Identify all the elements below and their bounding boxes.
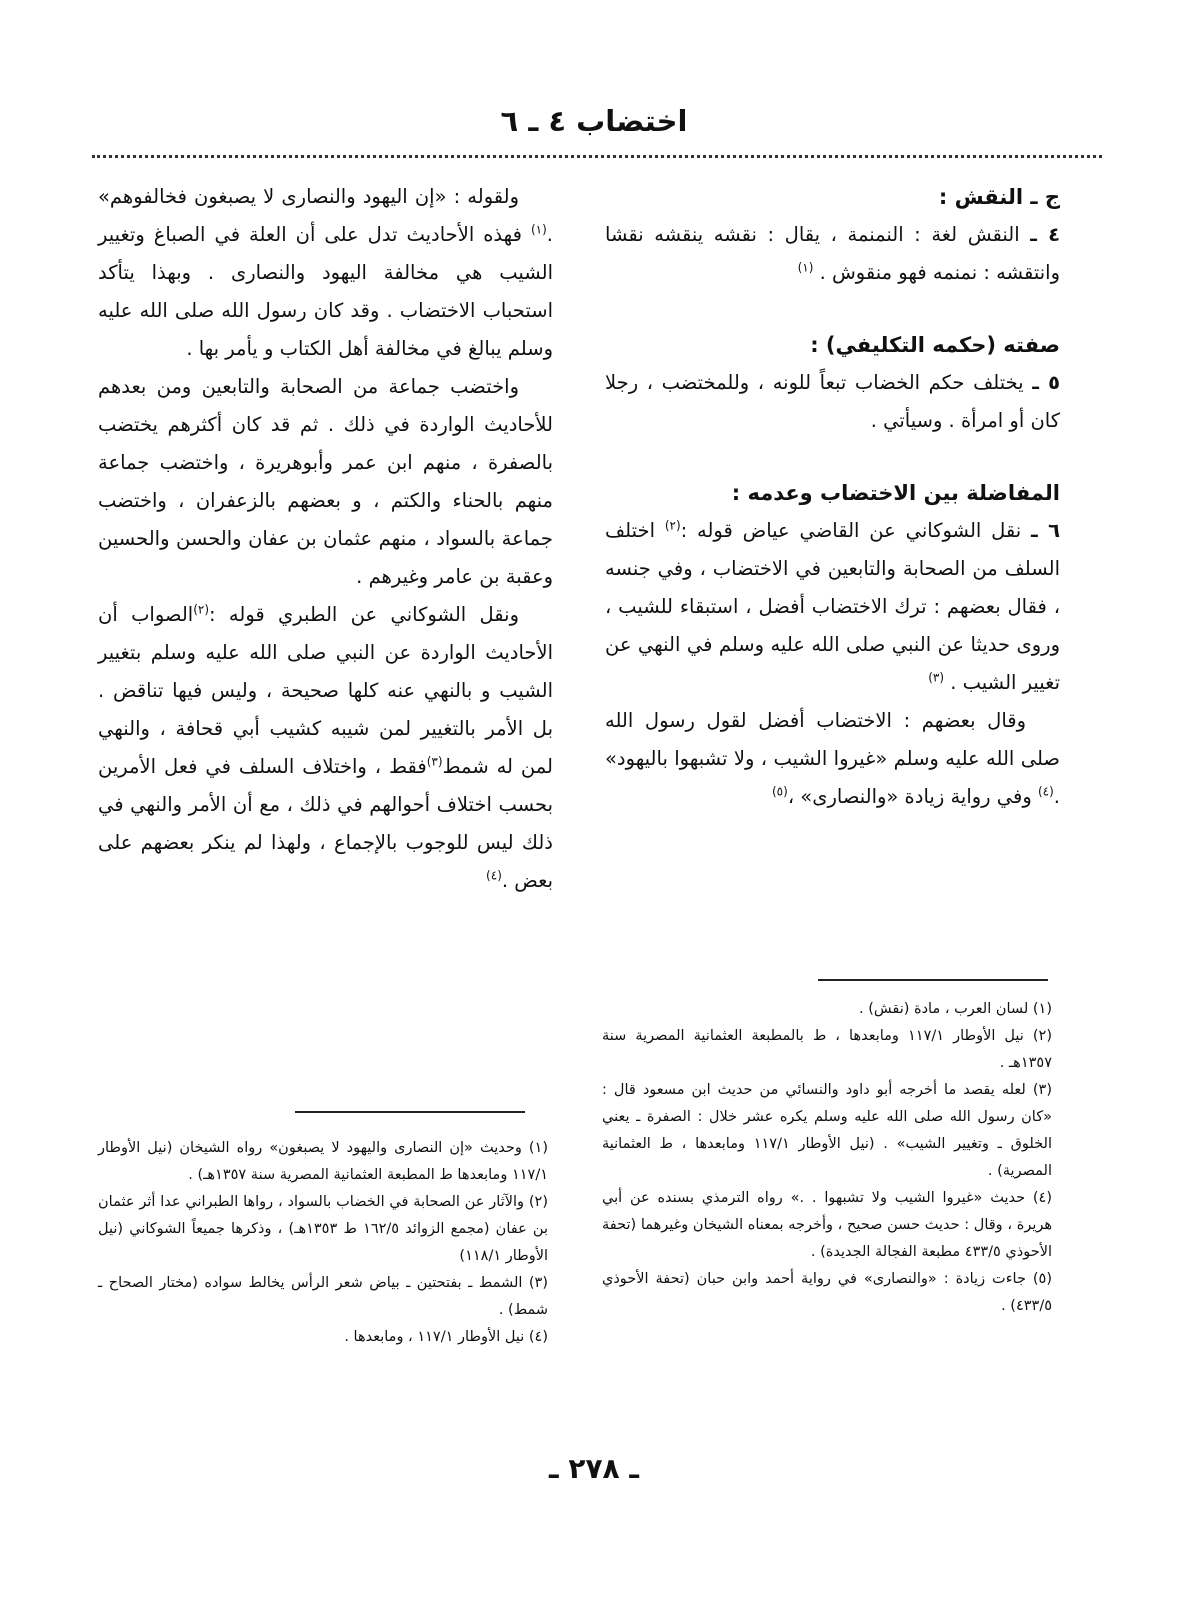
paragraph-left-2: واختضب جماعة من الصحابة والتابعين ومن بعدهم للأحاديث الواردة في ذلك . ثم قد كان أكثرهم يختضب بالصفرة ، منهم ابن عمر وأبوهريرة ، واختضب جماعة منهم بالحناء والكتم ، و بعضهم بالزعفران ، واختضب جماعة بالسواد ، منهم عثمان بن عفان والحسن والحسين وعقبة بن عامر وغيرهم . (98, 375, 553, 588)
footnote-ref: (٤) (1037, 784, 1054, 799)
footnote: (٣) لعله يقصد ما أخرجه أبو داود والنسائي من حديث ابن مسعود قال : «كان رسول الله صلى الله عليه وسلم يكره عشر خلال : الصفرة ـ يعني الخلوق ـ وتغيير الشيب» . (نيل الأوطار ١١٧/١ ومابعدها ، ط العثمانية المصرية) . (602, 1082, 1052, 1179)
footnote-ref: (٥) (771, 784, 788, 799)
footnote: (٥) جاءت زيادة : «والنصارى» في رواية أحمد وابن حبان (تحفة الأحوذي ٤٣٣/٥) . (602, 1271, 1052, 1314)
left-column (98, 178, 553, 900)
footnote: (١) لسان العرب ، مادة (نقش) . (859, 1001, 1052, 1017)
footnote-ref: (٤) (486, 868, 502, 883)
footnotes-right (602, 996, 1052, 1320)
footnote: (٢) نيل الأوطار ١١٧/١ ومابعدها ، ط بالمطبعة العثمانية المصرية سنة ١٣٥٧هـ . (602, 1028, 1052, 1071)
right-column (605, 178, 1060, 816)
paragraph-text: يختلف حكم الخضاب تبعاً للونه ، وللمختضب ، رجلا كان أو امرأة . وسيأتي . (605, 371, 1060, 432)
paragraph-text: وقال بعضهم : الاختضاب أفضل لقول رسول الله صلى الله عليه وسلم «غيروا الشيب ، ولا تشبهوا باليهود» . (605, 709, 1060, 808)
footnote-ref: (٣) (928, 670, 945, 685)
footnote: (٤) نيل الأوطار ١١٧/١ ، ومابعدها . (344, 1329, 548, 1345)
paragraph-6 (605, 512, 1060, 702)
paragraph-7 (605, 702, 1060, 816)
paragraph-left-3 (98, 596, 553, 900)
paragraph-text: وفي رواية زيادة «والنصارى» ، (787, 785, 1032, 808)
paragraph-text: ولقوله : «إن اليهود والنصارى لا يصبغون فخالفوهم» . (98, 185, 553, 246)
paragraph-4 (605, 216, 1060, 292)
page-number: ـ ٢٧٨ ـ (549, 1452, 639, 1485)
page-title: اختضاب ٤ ـ ٦ (500, 104, 688, 138)
paragraph-text: فهذه الأحاديث تدل على أن العلة في الصباغ وتغيير الشيب هي مخالفة اليهود والنصارى . وبهذا يتأكد استحباب الاختضاب . وقد كان رسول الله صلى الله عليه وسلم يبالغ في مخالفة أهل الكتاب و يأمر بها . (98, 223, 553, 360)
paragraph-5 (605, 364, 1060, 440)
paragraph-number: ٥ ـ (1032, 371, 1060, 394)
footnote-ref: (٢) (193, 602, 210, 617)
paragraph-text: اختلف السلف من الصحابة والتابعين في الاختضاب ، وفي جنسه ، فقال بعضهم : ترك الاختضاب أفضل ، استبقاء للشيب ، وروى حديثا عن النبي صلى الله عليه وسلم في النهي عن تغيير الشيب . (605, 519, 1060, 694)
footnote-divider-left (295, 1111, 525, 1113)
footnote-ref: (١) (797, 260, 814, 275)
section-heading-naqsh: ج ـ النقش : (938, 185, 1060, 209)
footnote-divider-right (818, 979, 1048, 981)
paragraph-text: الصواب أن الأحاديث الواردة عن النبي صلى الله عليه وسلم بتغيير الشيب و بالنهي عنه كلها صحيحة ، وليس فيها تناقض . بل الأمر بالتغيير لمن شيبه كشيب أبي قحافة ، والنهي لمن له شمط (98, 603, 553, 778)
section-heading-mufadala: المفاضلة بين الاختضاب وعدمه : (731, 481, 1060, 505)
paragraph-text: فقط ، واختلاف السلف في فعل الأمرين بحسب اختلاف أحوالهم في ذلك ، مع أن الأمر والنهي في ذلك ليس للوجوب بالإجماع ، ولهذا لم ينكر بعضهم على بعض . (98, 755, 553, 892)
header-dotted-rule (92, 155, 1102, 158)
paragraph-text: ونقل الشوكاني عن الطبري قوله : (209, 603, 519, 626)
paragraph-number: ٤ ـ (1030, 223, 1060, 246)
footnote-ref: (١) (530, 222, 547, 237)
footnote: (٣) الشمط ـ بفتحتين ـ بياض شعر الرأس يخالط سواده (مختار الصحاح ـ شمط) . (98, 1275, 548, 1318)
paragraph-text: نقل الشوكاني عن القاضي عياض قوله : (680, 519, 1022, 542)
footnote: (٢) والآثار عن الصحابة في الخضاب بالسواد ، رواها الطبراني عدا أثر عثمان بن عفان (مجمع الزوائد ١٦٢/٥ ط ١٣٥٣هـ) ، وذكرها جميعاً الشوكاني (نيل الأوطار ١١٨/١) (98, 1194, 548, 1264)
footnote-ref: (٣) (426, 754, 443, 769)
footnote-ref: (٢) (664, 518, 681, 533)
paragraph-left-1 (98, 178, 553, 368)
section-heading-hukm: صفته (حكمه التكليفي) : (810, 333, 1060, 357)
paragraph-number: ٦ ـ (1031, 519, 1061, 542)
paragraph-text: النقش لغة : النمنمة ، يقال : نقشه ينقشه نقشا وانتقشه : نمنمه فهو منقوش . (605, 223, 1060, 284)
footnotes-left (98, 1135, 548, 1351)
footnote: (١) وحديث «إن النصارى واليهود لا يصبغون» رواه الشيخان (نيل الأوطار ١١٧/١ ومابعدها ط المطبعة العثمانية المصرية سنة ١٣٥٧هـ) . (98, 1140, 548, 1183)
footnote: (٤) حديث «غيروا الشيب ولا تشبهوا . .» رواه الترمذي بسنده عن أبي هريرة ، وقال : حديث حسن صحيح ، وأخرجه بمعناه الشيخان وغيرهما (تحفة الأحوذي ٤٣٣/٥ مطبعة الفجالة الجديدة) . (602, 1190, 1052, 1260)
